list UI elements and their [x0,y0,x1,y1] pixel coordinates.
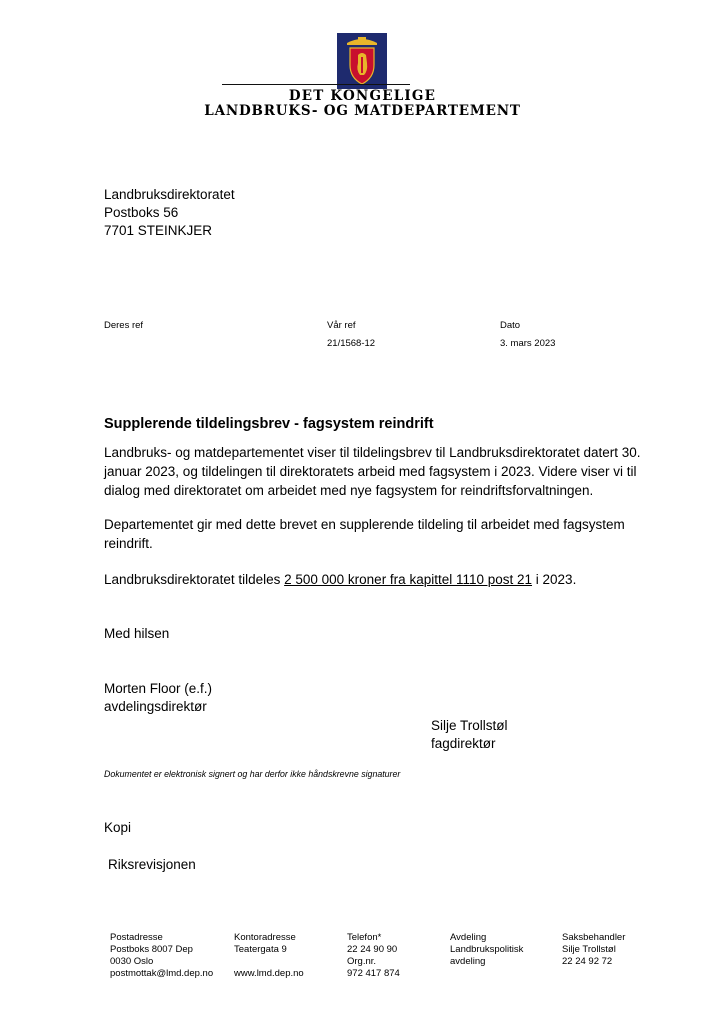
footer-saksbehandler-l1: Silje Trollstøl [562,944,616,955]
footer-postadresse-l3[interactable]: postmottak@lmd.dep.no [110,968,214,979]
body-paragraph-1: Landbruks- og matdepartementet viser til tildelingsbrev til Landbruksdirektoratet datert 30. januar 2023, og tildelingen til direktoratets arbeid med fagsystem i 2023. Videre viser vi til dialog med direktoratet om arbeidet med nye fagsystem for reindriftsforvaltningen. [104,445,641,498]
copy-label: Kopi [104,820,132,835]
letterhead-line2: LANDBRUKS- OG MATDEPARTEMENT [204,103,521,119]
var-ref-label: Vår ref [327,320,356,331]
recipient-postal: 7701 STEINKJER [104,223,213,238]
footer-avdeling-header: Avdeling [450,932,487,943]
recipient-address [104,186,235,240]
signer1-title: avdelingsdirektør [104,699,207,714]
footer-telefon-l3: 972 417 874 [347,968,400,979]
copy-recipient: Riksrevisjonen [108,857,196,872]
footer-saksbehandler-l2: 22 24 92 72 [562,956,613,967]
footer-kontoradresse [234,932,304,980]
footer-saksbehandler [562,932,625,968]
footer-postadresse [110,932,213,980]
footer-telefon-l1: 22 24 90 90 [347,944,398,955]
signature-note: Dokumentet er elektronisk signert og har derfor ikke håndskrevne signaturer [104,769,401,779]
footer-telefon-l2: Org.nr. [347,956,377,967]
norwegian-coat-of-arms-icon [337,33,387,89]
footer-kontoradresse-l1: Teatergata 9 [234,944,287,955]
recipient-postbox: Postboks 56 [104,205,179,220]
dato-label: Dato [500,320,521,331]
greeting: Med hilsen [104,626,170,641]
recipient-name: Landbruksdirektoratet [104,187,235,202]
footer-saksbehandler-header: Saksbehandler [562,932,626,943]
footer-avdeling-l2: avdeling [450,956,486,967]
footer-kontoradresse-header: Kontoradresse [234,932,296,943]
grant-amount: 2 500 000 kroner fra kapittel 1110 post 21 [284,572,533,587]
letterhead-line1: DET KONGELIGE [288,88,437,104]
signer2-title: fagdirektør [431,736,496,751]
footer-postadresse-l1: Postboks 8007 Dep [110,944,193,955]
footer-kontoradresse-l2 [234,956,304,968]
footer-avdeling [450,932,523,968]
footer-telefon [347,932,400,980]
footer-postadresse-l2: 0030 Oslo [110,956,154,967]
body-paragraph-3 [104,570,644,589]
dato-value: 3. mars 2023 [500,338,556,349]
signer1-name: Morten Floor (e.f.) [104,681,213,696]
signer2-name: Silje Trollstøl [431,718,508,733]
var-ref-value: 21/1568-12 [327,338,376,349]
footer-avdeling-l1: Landbrukspolitisk [450,944,524,955]
letterhead-rule [222,84,410,85]
body-paragraph-2: Departementet gir med dette brevet en supplerende tildeling til arbeidet med fagsystem reindrift. [104,517,625,551]
footer-telefon-header: Telefon* [347,932,382,943]
letter-subject: Supplerende tildelingsbrev - fagsystem reindrift [104,416,434,432]
grant-text-after: i 2023. [532,572,577,587]
deres-ref-label: Deres ref [104,320,144,331]
grant-text-before: Landbruksdirektoratet tildeles [104,572,285,587]
footer-postadresse-header: Postadresse [110,932,163,943]
footer-kontoradresse-l3[interactable]: www.lmd.dep.no [234,968,304,979]
